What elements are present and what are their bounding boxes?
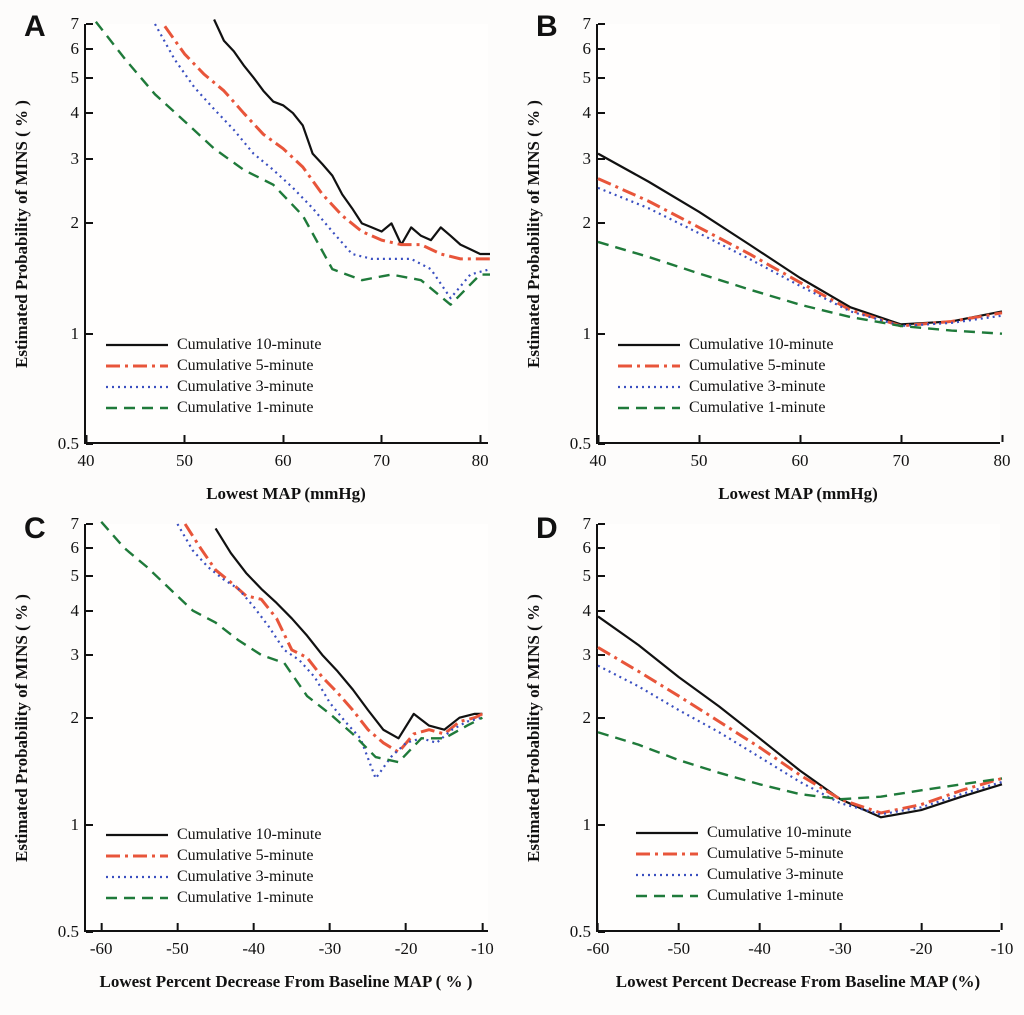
x-tick-label: 80	[994, 442, 1011, 471]
legend-label: Cumulative 1-minute	[707, 886, 844, 904]
x-tick-label: 60	[792, 442, 809, 471]
legend-label: Cumulative 5-minute	[707, 844, 844, 862]
y-tick-label: 4	[71, 103, 87, 123]
series-line	[598, 666, 1002, 815]
legend-label: Cumulative 3-minute	[707, 865, 844, 883]
x-tick-label: -20	[395, 930, 418, 959]
y-tick-label: 1	[71, 324, 87, 344]
legend-label: Cumulative 1-minute	[177, 398, 314, 416]
y-tick-label: 5	[71, 566, 87, 586]
y-tick-label: 2	[583, 213, 599, 233]
y-tick-label: 1	[583, 815, 599, 835]
legend-item	[636, 843, 851, 864]
legend-item	[636, 864, 851, 885]
x-axis-label-b: Lowest MAP (mmHg)	[718, 484, 878, 503]
legend-label: Cumulative 10-minute	[177, 825, 322, 843]
y-tick-label: 6	[71, 538, 87, 558]
y-tick-label: 6	[71, 39, 87, 59]
y-tick-label: 5	[583, 68, 599, 88]
y-tick-label: 7	[583, 14, 599, 34]
y-tick-label: 7	[71, 14, 87, 34]
x-tick-label: -60	[587, 930, 610, 959]
y-tick-label: 3	[583, 645, 599, 665]
legend-label: Cumulative 3-minute	[689, 377, 826, 395]
y-tick-label: 6	[583, 538, 599, 558]
series-line	[598, 647, 1002, 812]
x-tick-label: -30	[319, 930, 342, 959]
x-tick-label: -50	[166, 930, 189, 959]
y-tick-label: 4	[71, 601, 87, 621]
y-axis-label-a: Estimated Probability of MINS ( % )	[12, 100, 31, 368]
legend-label: Cumulative 1-minute	[689, 398, 826, 416]
x-tick-label: 40	[590, 442, 607, 471]
legend-label: Cumulative 10-minute	[177, 335, 322, 353]
x-tick-label: -40	[748, 930, 771, 959]
y-tick-label: 2	[71, 213, 87, 233]
y-tick-label: 3	[583, 149, 599, 169]
x-tick-label: 50	[176, 442, 193, 471]
x-tick-label: 40	[78, 442, 95, 471]
y-tick-label: 7	[583, 514, 599, 534]
y-tick-label: 7	[71, 514, 87, 534]
plot-area-d	[569, 514, 1014, 958]
y-axis-label-b: Estimated Probability of MINS ( % )	[524, 100, 543, 368]
y-tick-label: 2	[583, 708, 599, 728]
y-tick-label: 1	[583, 324, 599, 344]
x-tick-label: 70	[373, 442, 390, 471]
legend-d	[636, 822, 851, 906]
x-tick-label: -30	[829, 930, 852, 959]
x-tick-label: 80	[472, 442, 489, 471]
legend-item	[636, 885, 851, 906]
y-tick-label: 0.5	[58, 922, 86, 942]
legend-label: Cumulative 3-minute	[177, 867, 314, 885]
y-tick-label: 4	[583, 103, 599, 123]
legend-label: Cumulative 5-minute	[177, 356, 314, 374]
x-axis-label-d: Lowest Percent Decrease From Baseline MAP (%)	[615, 972, 981, 991]
x-tick-label: 70	[893, 442, 910, 471]
x-tick-label: -10	[471, 930, 494, 959]
x-tick-label: -50	[667, 930, 690, 959]
legend-label: Cumulative 5-minute	[177, 846, 314, 864]
panel-label-c: C	[24, 512, 46, 545]
y-tick-label: 5	[583, 566, 599, 586]
y-tick-label: 3	[71, 645, 87, 665]
y-tick-label: 4	[583, 601, 599, 621]
x-axis-label-c: Lowest Percent Decrease From Baseline MAP ( % )	[99, 972, 473, 991]
x-tick-label: -40	[242, 930, 265, 959]
y-tick-label: 0.5	[570, 434, 598, 454]
x-axis-label-a: Lowest MAP (mmHg)	[206, 484, 366, 503]
y-axis-label-c: Estimated Probability of MINS ( % )	[12, 594, 31, 862]
y-axis-label-d: Estimated Probability of MINS ( % )	[524, 594, 543, 862]
y-tick-label: 3	[71, 149, 87, 169]
legend-label: Cumulative 5-minute	[689, 356, 826, 374]
legend-item	[636, 822, 851, 843]
y-tick-label: 6	[583, 39, 599, 59]
x-tick-label: -10	[991, 930, 1014, 959]
y-tick-label: 2	[71, 708, 87, 728]
y-tick-label: 5	[71, 68, 87, 88]
x-tick-label: -60	[90, 930, 113, 959]
y-tick-label: 0.5	[570, 922, 598, 942]
legend-label: Cumulative 10-minute	[689, 335, 834, 353]
x-tick-label: 60	[275, 442, 292, 471]
legend-label: Cumulative 1-minute	[177, 888, 314, 906]
panel-label-b: B	[536, 10, 558, 43]
x-tick-label: 50	[691, 442, 708, 471]
x-tick-label: -20	[910, 930, 933, 959]
legend-label: Cumulative 10-minute	[707, 823, 852, 841]
panel-label-d: D	[536, 512, 558, 545]
panel-label-a: A	[24, 10, 46, 43]
series-line	[598, 732, 1002, 799]
series-line	[598, 616, 1002, 817]
legend-label: Cumulative 3-minute	[177, 377, 314, 395]
y-tick-label: 0.5	[58, 434, 86, 454]
y-tick-label: 1	[71, 815, 87, 835]
